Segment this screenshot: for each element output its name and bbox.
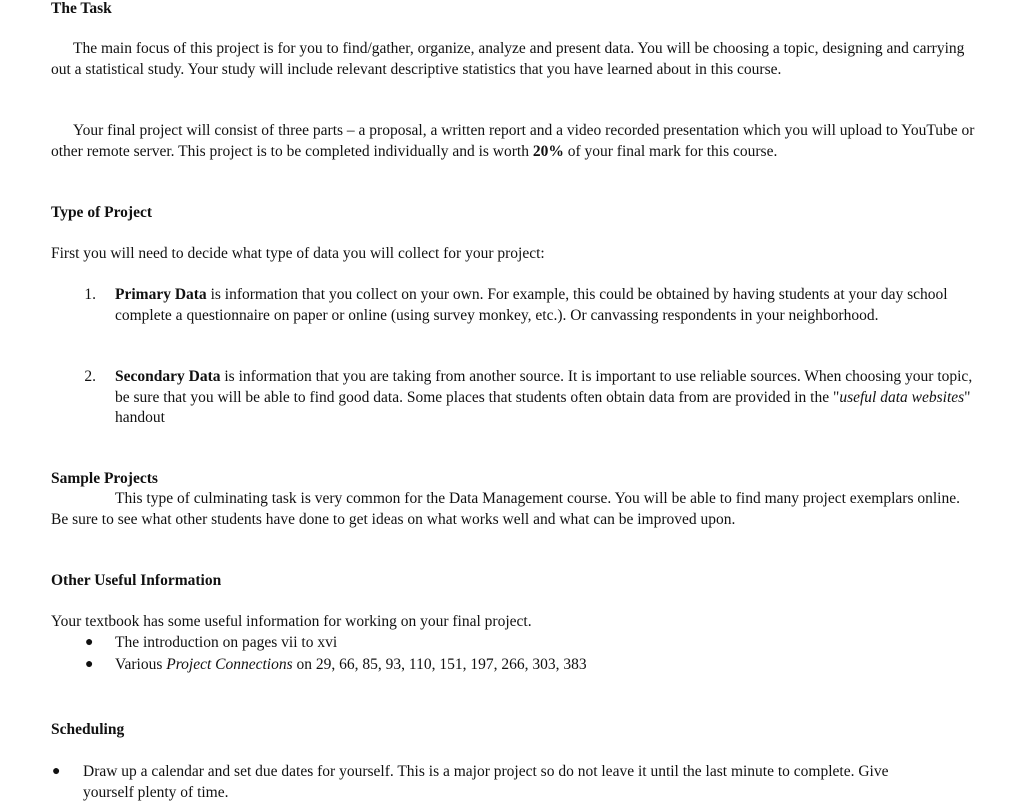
heading-scheduling: Scheduling xyxy=(51,721,125,738)
handout-title: useful data websites xyxy=(839,388,965,406)
list-number: 1. xyxy=(84,286,96,303)
heading-other-useful-information: Other Useful Information xyxy=(51,572,222,589)
bullet-item-calendar: Draw up a calendar and set due dates for yourself. This is a major project so do not leave it until the last minute to complete. Give yourself plenty of time. xyxy=(83,763,889,801)
bullet-icon: ● xyxy=(85,635,94,650)
list-number: 2. xyxy=(84,368,96,385)
heading-sample-projects: Sample Projects xyxy=(51,470,158,487)
list-item-secondary-data: Secondary Data is information that you are taking from another source. It is important to use reliable sources. When choosing your topic, be sure that you will be able to find good data. Some places that students often obtain data from are provided in the "useful data websites" handout xyxy=(115,368,973,426)
task-paragraph-1: The main focus of this project is for you to find/gather, organize, analyze and present data. You will be choosing a topic, designing and carrying out a statistical study. Your study will include relevant descriptive statistics that you have learned about in this course. xyxy=(51,40,965,78)
heading-type-of-project: Type of Project xyxy=(51,204,152,221)
heading-the-task: The Task xyxy=(51,0,112,17)
task-paragraph-2: Your final project will consist of three parts – a proposal, a written report and a video recorded presentation which you will upload to YouTube or other remote server. This project is to be completed individually and is worth 20% of your final mark for this course. xyxy=(51,122,975,160)
grade-weight: 20% xyxy=(532,142,564,160)
bullet-item-project-connections: Various Project Connections on 29, 66, 85, 93, 110, 151, 197, 266, 303, 383 xyxy=(115,656,587,673)
bullet-item-introduction: The introduction on pages vii to xvi xyxy=(115,634,338,651)
bullet-icon: ● xyxy=(85,657,94,672)
sample-projects-text: This type of culminating task is very common for the Data Management course. You will be able to find many project exemplars online. Be sure to see what other students have done to get ideas on what works well and what can be improved upon. xyxy=(51,490,960,528)
list-item-primary-data: Primary Data is information that you collect on your own. For example, this could be obtained by having students at your day school complete a questionnaire on paper or online (using survey monkey, etc.). Or canvassing respondents in your neighborhood. xyxy=(115,286,948,324)
bullet-icon: ● xyxy=(52,764,61,779)
other-info-intro: Your textbook has some useful information for working on your final project. xyxy=(51,613,532,630)
type-intro: First you will need to decide what type of data you will collect for your project: xyxy=(51,245,545,262)
